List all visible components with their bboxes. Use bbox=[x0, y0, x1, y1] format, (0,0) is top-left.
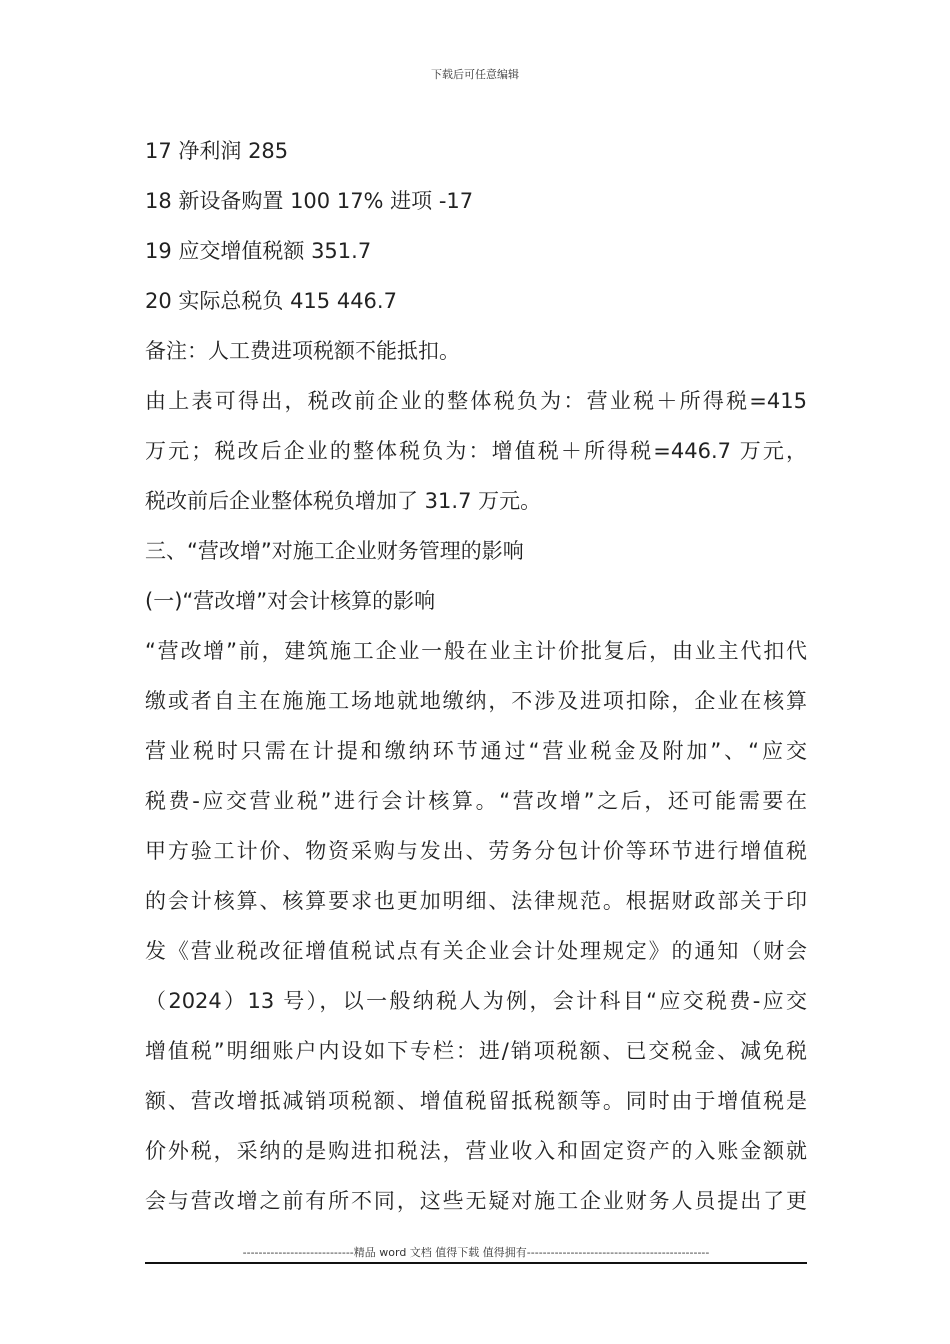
body-line: 的会计核算、核算要求也更加明细、法律规范。根据财政部关于印 bbox=[145, 889, 807, 913]
body-line: 发《营业税改征增值税试点有关企业会计处理规定》的通知（财会 bbox=[145, 939, 807, 963]
footer-divider bbox=[145, 1262, 807, 1264]
table-row-17: 17 净利润 285 bbox=[145, 139, 289, 163]
summary-line: 由上表可得出，税改前企业的整体税负为：营业税＋所得税=415 bbox=[145, 389, 807, 413]
section-title: 三、“营改增”对施工企业财务管理的影响 bbox=[145, 539, 524, 563]
body-line: 会与营改增之前有所不同，这些无疑对施工企业财务人员提出了更 bbox=[145, 1189, 807, 1213]
remark-line: 备注：人工费进项税额不能抵扣。 bbox=[145, 339, 460, 363]
table-row-20: 20 实际总税负 415 446.7 bbox=[145, 289, 397, 313]
body-line: 价外税，采纳的是购进扣税法，营业收入和固定资产的入账金额就 bbox=[145, 1139, 807, 1163]
summary-line: 万元；税改后企业的整体税负为：增值税＋所得税=446.7 万元， bbox=[145, 439, 807, 463]
body-line: 增值税”明细账户内设如下专栏：进/销项税额、已交税金、减免税 bbox=[145, 1039, 807, 1063]
body-line: 缴或者自主在施施工场地就地缴纳，不涉及进项扣除，企业在核算 bbox=[145, 689, 807, 713]
page-header: 下载后可任意编辑 bbox=[431, 68, 519, 81]
summary-line: 税改前后企业整体税负增加了 31.7 万元。 bbox=[145, 489, 542, 513]
body-line: 营业税时只需在计提和缴纳环节通过“营业税金及附加”、“应交 bbox=[145, 739, 807, 763]
subsection-title: (一)“营改增”对会计核算的影响 bbox=[145, 589, 436, 613]
page-footer: ----------------------------精品 word 文档 值得下载 值得拥有---------------------------------------------- bbox=[242, 1246, 710, 1259]
body-line: “营改增”前，建筑施工企业一般在业主计价批复后，由业主代扣代 bbox=[145, 639, 807, 663]
body-line: 税费-应交营业税”进行会计核算。“营改增”之后，还可能需要在 bbox=[145, 789, 807, 813]
body-line: 甲方验工计价、物资采购与发出、劳务分包计价等环节进行增值税 bbox=[145, 839, 807, 863]
body-line: 额、营改增抵减销项税额、增值税留抵税额等。同时由于增值税是 bbox=[145, 1089, 807, 1113]
table-row-19: 19 应交增值税额 351.7 bbox=[145, 239, 372, 263]
table-row-18: 18 新设备购置 100 17% 进项 -17 bbox=[145, 189, 474, 213]
body-line: （2024）13 号），以一般纳税人为例，会计科目“应交税费-应交 bbox=[145, 989, 807, 1013]
document-body bbox=[145, 126, 807, 1226]
